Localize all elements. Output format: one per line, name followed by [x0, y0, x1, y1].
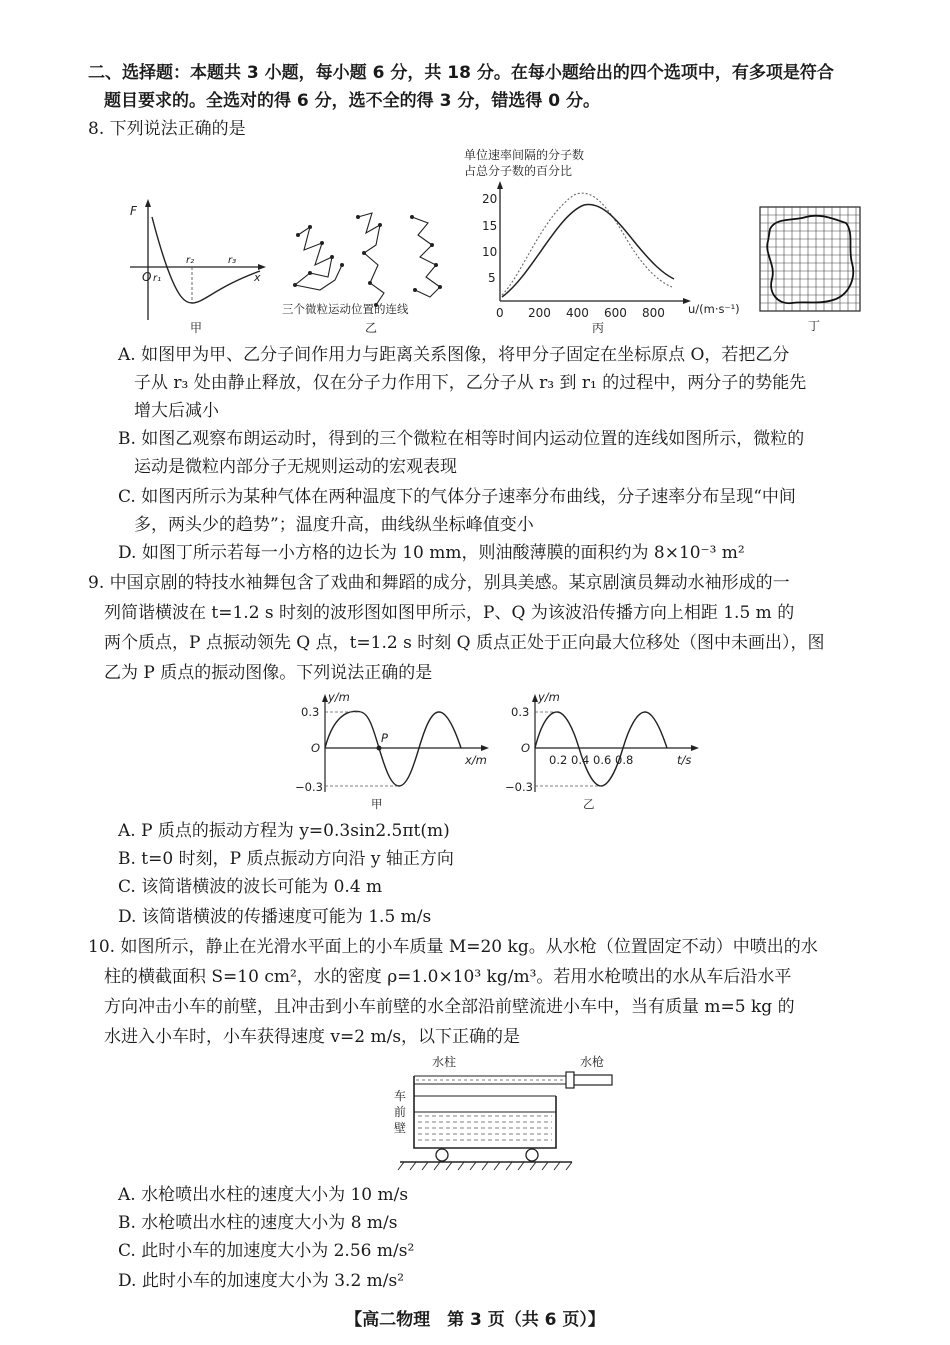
q9-yi-bottom: −0.3 — [505, 780, 533, 794]
q10-stem-line2: 柱的横截面积 S=10 cm²，水的密度 ρ=1.0×10³ kg/m³。若用水枪喷出的水从车后沿水平 — [104, 967, 792, 987]
fig-bing-xunit: u/(m·s⁻¹) — [688, 302, 740, 316]
fig-jia-r3: r₃ — [228, 255, 237, 266]
q9-jia-xlabel: x/m — [465, 753, 487, 767]
section-header-line1: 二、选择题：本题共 3 小题，每小题 6 分，共 18 分。在每小题给出的四个选项中，有多项是符合 — [88, 63, 834, 83]
q9-jia-top: 0.3 — [301, 705, 320, 719]
q8-option-b-line2: 运动是微粒内部分子无规则运动的宏观表现 — [134, 457, 457, 477]
q10-option-c: C. 此时小车的加速度大小为 2.56 m/s² — [118, 1241, 415, 1261]
q9-stem-line2: 列简谐横波在 t=1.2 s 时刻的波形图如图甲所示，P、Q 为该波沿传播方向上相距 1.5 m 的 — [104, 603, 795, 623]
fig-bing-ylabel2: 占总分子数的百分比 — [464, 164, 573, 178]
q9-jia-caption: 甲 — [371, 797, 383, 811]
fig-bing-xtick-0: 0 — [496, 306, 504, 320]
fig-yi-caption: 乙 — [365, 321, 378, 335]
q9-yi-tick-0.4: 0.4 — [571, 753, 590, 767]
q10-option-d: D. 此时小车的加速度大小为 3.2 m/s² — [118, 1271, 405, 1291]
q9-jia-ylabel: y/m — [328, 690, 350, 704]
q9-option-d: D. 该简谐横波的传播速度可能为 1.5 m/s — [118, 907, 432, 927]
fig-jia-O: O — [142, 270, 152, 284]
q9-jia-bottom: −0.3 — [295, 780, 323, 794]
fig-bing-ytick-5: 5 — [488, 271, 496, 285]
q10-fig-water-gun: 水枪 — [580, 1055, 605, 1069]
q9-option-c: C. 该简谐横波的波长可能为 0.4 m — [118, 877, 383, 897]
q9-figure-yi — [505, 688, 705, 813]
q8-figure-ding — [756, 205, 866, 335]
q8-figure-bing — [462, 145, 752, 335]
q9-yi-tick-0.2: 0.2 — [549, 753, 568, 767]
q9-jia-origin: O — [311, 741, 321, 755]
q8-stem: 8. 下列说法正确的是 — [88, 119, 246, 139]
q9-yi-tick-0.8: 0.8 — [615, 753, 634, 767]
q10-fig-label-che: 车 — [394, 1089, 407, 1103]
fig-bing-ytick-10: 10 — [482, 245, 498, 259]
fig-jia-x: x — [254, 271, 261, 284]
q10-option-b: B. 水枪喷出水柱的速度大小为 8 m/s — [118, 1213, 398, 1233]
fig-bing-ylabel1: 单位速率间隔的分子数 — [464, 148, 585, 162]
q10-stem-line4: 水进入小车时，小车获得速度 v=2 m/s，以下正确的是 — [104, 1027, 521, 1047]
q10-figure-cart — [380, 1052, 640, 1177]
fig-ding-caption: 丁 — [808, 319, 821, 333]
q9-figure-jia — [295, 688, 495, 813]
q10-fig-water-column: 水柱 — [432, 1055, 457, 1069]
q9-yi-caption: 乙 — [583, 797, 595, 811]
q8-option-a-line2: 子从 r₃ 处由静止释放，仅在分子力作用下，乙分子从 r₃ 到 r₁ 的过程中，两分子的势能先 — [134, 373, 807, 393]
fig-yi-label: 三个微粒运动位置的连线 — [282, 302, 409, 316]
page-footer: 【高二物理 第 3 页（共 6 页）】 — [345, 1310, 605, 1330]
q9-option-a: A. P 质点的振动方程为 y=0.3sin2.5πt(m) — [118, 821, 450, 841]
fig-bing-caption: 丙 — [592, 321, 605, 335]
fig-jia-r2: r₂ — [186, 255, 195, 266]
q8-option-c-line2: 多，两头少的趋势”；温度升高，曲线纵坐标峰值变小 — [134, 515, 534, 535]
fig-bing-xtick-800: 800 — [642, 306, 665, 320]
fig-jia-r1: r₁ — [153, 273, 162, 284]
q9-yi-ylabel: y/m — [538, 690, 560, 704]
q8-option-d: D. 如图丁所示若每一小方格的边长为 10 mm，则油酸薄膜的面积约为 8×10⁻³ m² — [118, 543, 745, 563]
q8-figure-yi — [280, 205, 460, 335]
q10-fig-label-bi: 壁 — [394, 1121, 407, 1135]
q10-option-a: A. 水枪喷出水柱的速度大小为 10 m/s — [118, 1185, 409, 1205]
q9-stem-line3: 两个质点，P 点振动领先 Q 点，t=1.2 s 时刻 Q 质点正处于正向最大位移处（图中未画出），图 — [104, 633, 825, 653]
q9-option-b: B. t=0 时刻，P 质点振动方向沿 y 轴正方向 — [118, 849, 454, 869]
fig-bing-xtick-400: 400 — [566, 306, 589, 320]
q9-yi-tick-0.6: 0.6 — [593, 753, 612, 767]
q9-jia-P: P — [381, 731, 388, 745]
q8-option-c-line1: C. 如图丙所示为某种气体在两种温度下的气体分子速率分布曲线，分子速率分布呈现“中间 — [118, 487, 796, 507]
q9-stem-line1: 9. 中国京剧的特技水袖舞包含了戏曲和舞蹈的成分，别具美感。某京剧演员舞动水袖形成的一 — [88, 573, 790, 593]
q9-yi-origin: O — [521, 741, 531, 755]
q8-option-a-line1: A. 如图甲为甲、乙分子间作用力与距离关系图像，将甲分子固定在坐标原点 O，若把乙分 — [118, 345, 790, 365]
fig-bing-xtick-600: 600 — [604, 306, 627, 320]
q8-figure-jia — [120, 195, 270, 335]
q9-yi-top: 0.3 — [511, 705, 530, 719]
q8-option-b-line1: B. 如图乙观察布朗运动时，得到的三个微粒在相等时间内运动位置的连线如图所示，微粒的 — [118, 429, 805, 449]
fig-jia-caption: 甲 — [190, 321, 203, 335]
q8-option-a-line3: 增大后减小 — [134, 401, 219, 421]
q9-stem-line4: 乙为 P 质点的振动图像。下列说法正确的是 — [104, 663, 433, 683]
q10-stem-line3: 方向冲击小车的前壁，且冲击到小车前壁的水全部沿前壁流进小车中，当有质量 m=5 kg 的 — [104, 997, 795, 1017]
fig-bing-xtick-200: 200 — [528, 306, 551, 320]
fig-bing-ytick-20: 20 — [482, 192, 498, 206]
section-header-line2: 题目要求的。全选对的得 6 分，选不全的得 3 分，错选得 0 分。 — [104, 91, 600, 111]
fig-bing-ytick-15: 15 — [482, 219, 498, 233]
q9-yi-tlabel: t/s — [677, 753, 692, 767]
q10-stem-line1: 10. 如图所示，静止在光滑水平面上的小车质量 M=20 kg。从水枪（位置固定不动）中喷出的水 — [88, 937, 818, 957]
q10-fig-label-qian: 前 — [394, 1105, 407, 1119]
fig-jia-F: F — [130, 204, 137, 218]
